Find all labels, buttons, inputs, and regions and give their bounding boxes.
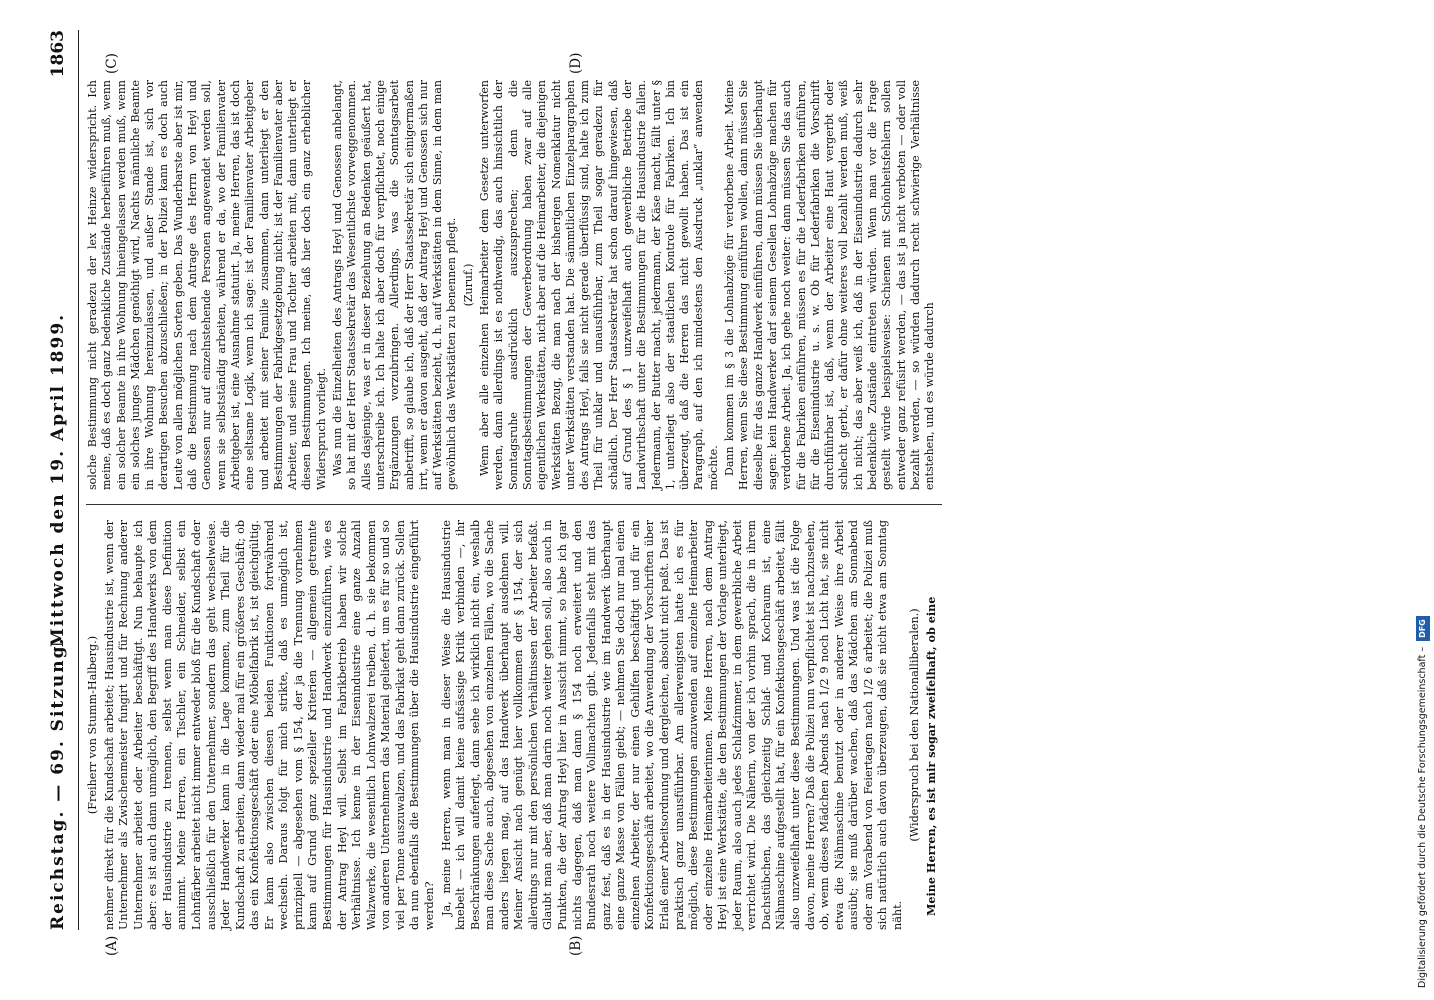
paragraph: Was nun die Einzelheiten des Antrags Heyl und Genossen anbelangt, so hat mit der Herr Staatssekretär das Wesentlichste vorweggenommen. Alles dasjenige, was er in dieser Beziehung an Bedenken geäußert hat, unterschreibe ich. Ich halte ich aber doch für verpflichtet, noch einige Ergänzungen vorzubringen. Allerdings, was die Sonntagsarbeit anbetrifft, so glaube ich, daß der Herr Staatssekretär sich einigermaßen irrt, wenn er davon ausgeht, daß der Antrag Heyl und Genossen sich nur auf Werkstätten bezieht, d. h. auf Werkstätten in dem Sinne, in dem man gewöhnlich das Werkstätten zu benennen pflegt. bbox=[331, 80, 459, 490]
right-column bbox=[86, 80, 940, 490]
column-divider bbox=[86, 504, 942, 505]
paragraph: Ja, meine Herren, wenn man in dieser Weise die Hausindustrie knebelt — ich will damit keine aufsässige Kritik verbinden —, ihr Beschränkungen auferlegt, dann sehe ich wirklich nicht ein, weshalb man diese Sache auch, abgesehen von einzelnen Fällen, wo die Sache anders liegen mag, auf das Handwerk überhaupt ausdehnen will. Meiner Ansicht nach genügt hier vollkommen der § 154, der sich allerdings nur mit den persönlichen Verhältnissen der Arbeiter befaßt. Glaubt man aber, daß man darin noch weiter gehen soll, also auch in Punkten, die der Antrag Heyl hier in Aussicht nimmt, so habe ich gar nichts dagegen, daß man dann § 154 noch erweitert und den Bundesrath noch weitere Vollmachten gibt. Jedenfalls steht mit das ganz fest, daß es in der Hausindustrie wie im Handwerk überhaupt eine ganze Masse von Fällen giebt; — nehmen Sie doch nur mal einen einzelnen Arbeiter, der nur einen Gehilfen beschäftigt und für ein Konfektionsgeschäft arbeitet, wo die Anwendung der Vorschriften über Erlaß einer Arbeitsordnung und dergleichen, absolut nicht paßt. Das ist praktisch ganz unausführbar. Am allerwenigsten hatte ich es für möglich, diese Bestimmungen anzuwenden auf einzelne Heimarbeiter oder einzelne Heimarbeiterinnen. Meine Herren, nach dem Antrag Heyl ist eine Werkstätte, die den Bestimmungen der Vorlage unterliegt, jeder Raum, also auch jedes Schlafzimmer, in dem gewerbliche Arbeit verrichtet wird. Die Näherin, von der ich vorhin sprach, die in ihrem Dachstübchen, das gleichzeitig Schlaf- und Kochraum ist, eine Nähmaschine aufgestellt hat, für ein Konfektionsgeschäft arbeitet, fällt also unzweifelhaft unter diese Bestimmungen. Und was ist die Folge davon, meine Herren? Daß die Polizei nun verpflichtet ist nachzusehen, ob, wenn dieses Mädchen Abends nach 1/2 9 noch Licht hat, sie nicht etwa die Nähmaschine benutzt oder in anderer Weise ihre Arbeit ausübt; sie muß darüber wachen, daß das Mädchen am Sonnabend oder am Vorabend von Feiertagen nach 1/2 6 arbeitet; die Polizei muß sich natürlich auch davon überzeugen, daß sie nicht etwa am Sonntag näht. bbox=[439, 520, 904, 930]
interjection: (Widerspruch bei den Nationalliberalen.) bbox=[907, 608, 921, 842]
interjection: (Zuruf.) bbox=[461, 263, 475, 307]
header-date: Mittwoch den 19. April 1899. bbox=[48, 312, 68, 648]
paragraph: Wenn aber alle einzelnen Heimarbeiter dem Gesetze unterworfen werden, dann allerdings ist es nothwendig, das auch hinsichtlich der Sonntagsruhe ausdrücklich auszusprechen; denn die Sonntagsbestimmungen der Gewerbeordnung haben zwar auf alle eigentlichen Werkstätten, nicht aber auf die Heimarbeiter, die diejenigen Werkstätten Bezug, die man nach der bisherigen Nomenklatur nicht unter Werkstätten verstanden hat. Die sämmtlichen Einzelparagraphen des Antrags Heyl, falls sie nicht gerade überflüssig sind, halte ich zum Theil für unklar und unausführbar, zum Theil sogar geradezu für schädlich. Der Herr Staatssekretär hat schon darauf hingewiesen, daß auf Grund des § 1 unzweifelhaft auch gewerbliche Betriebe der Landwirthschaft unter die Bestimmungen für die Hausindustrie fallen. Jedermann, der Butter macht, jedermann, der Käse macht, fällt unter § 1, unterliegt also der staatlichen Kontrole für Fabriken. Ich bin überzeugt, daß die Herren das nicht gewollt haben. Das ist ein Paragraph, auf den ich mindestens den Ausdruck „unklar“ anwenden möchte. bbox=[478, 80, 720, 490]
margin-marker-c: (C) bbox=[104, 53, 120, 74]
margin-marker-a: (A) bbox=[104, 935, 120, 956]
header-left: Reichstag. — 69. Sitzung. bbox=[48, 636, 68, 930]
left-column bbox=[86, 520, 941, 930]
paragraph: nehmer direkt für die Kundschaft arbeitet; Hausindustrie ist, wenn der Unternehmer als Zwischenmeister fungirt und für Rechnung anderer Unternehmer arbeitet oder Arbeiter beschäftigt. Nun behaupte ich aber: es ist auch dann unmöglich, den Begriff des Handwerks von dem der Hausindustrie zu trennen, selbst wenn man diese Definition annimmt. Meine Herren, ein Tischler, ein Schneider, selbst ein Lohnfärber arbeitet nicht immer entweder bloß für die Kundschaft oder ausschließlich für den Unternehmer, sondern das geht wechselweise. Jeder Handwerker kann in die Lage kommen, zum Theil für die Kundschaft zu arbeiten, dann wieder mal für ein größeres Geschäft; ob das ein Konfektionsgeschäft oder eine Möbelfabrik ist, ist gleichgültig. Er kann also zwischen diesen beiden Funktionen fortwährend wechseln. Daraus folgt für mich strikte, daß es unmöglich ist, prinzipiell — abgesehen vom § 154, der ja die Trennung vornehmen kann auf Grund ganz spezieller Kriterien — allgemein getrennte Bestimmungen für Hausindustrie und Handwerk einzuführen, wie es der Antrag Heyl will. Selbst im Fabrikbetrieb haben wir solche Verhältnisse. Ich kenne in der Eisenindustrie eine ganze Anzahl Walzwerke, die wesentlich Lohnwalzerei treiben, d. h. sie bekommen von anderen Unternehmern das Material geliefert, um es für so und so viel per Tonne auszuwalzen, und das Fabrikat geht dann zurück. Sollen da nun ebenfalls die Bestimmungen über die Hausindustrie eingeführt werden? bbox=[102, 520, 436, 930]
margin-marker-d: (D) bbox=[568, 52, 584, 74]
page-header bbox=[48, 30, 79, 930]
page-number: 1863 bbox=[48, 30, 68, 78]
paragraph: solche Bestimmung nicht geradezu der lex Heinze widerspricht. Ich meine, daß es doch ganz bedenkliche Zustände herbeiführen muß, wenn ein solcher Beamte in ihre Wohnung hineingelassen werden muß, wenn ein solches junges Mädchen genöthigt wird, Nachts männliche Beamte in ihre Wohnung hereinzulassen, und außer Stande ist, sich vor derartigen Besuchen abzuschließen; in der Polizei kann es doch auch Leute von allen möglichen Sorten geben. Das Wunderbarste aber ist mir, daß die Bestimmung nach dem Antrage des Herrn von Heyl und Genossen nur auf einzelnstehende Personen angewendet werden soll, wenn sie selbstständig arbeiten, während er da, wo der Familienvater Arbeitgeber ist, eine Ausnahme statuirt. Ja, meine Herren, das ist doch eine seltsame Logik, wenn ich sage: ist der Familienvater Arbeitgeber und arbeitet mit seiner Familie zusammen, dann unterliegt er den Bestimmungen der Fabrikgesetzgebung nicht; ist der Familienvater aber Arbeiter, und seine Frau und Tochter arbeiten mit, dann unterliegt er diesen Bestimmungen. Ich meine, daß hier doch ein ganz erheblicher Widerspruch vorliegt. bbox=[86, 80, 328, 490]
dfg-logo: DFG bbox=[1416, 616, 1430, 641]
funding-credit bbox=[1416, 8, 1430, 988]
credit-text: Digitalisierung gefördert durch die Deutsche Forschungsgemeinschaft – bbox=[1417, 646, 1428, 988]
paragraph: Meine Herren, es ist mir sogar zweifelhaft, ob eine bbox=[924, 596, 939, 916]
speaker-line: (Freiherr von Stumm-Halberg.) bbox=[86, 635, 99, 815]
paragraph: Dann kommen im § 3 die Lohnabzüge für verdorbene Arbeit. Meine Herren, wenn Sie diese Bestimmung einführen wollen, dann müssen Sie dieselbe für das ganze Handwerk einführen, dann müssen Sie überhaupt sagen: kein Handwerker darf seinem Gesellen Lohnabzüge machen für verdorbene Arbeit. Ja, ich gehe noch weiter: dann müssen Sie das auch für die Fabriken einführen, müssen es für die Lederfabriken einführen, für die Eisenindustrie u. s. w. Ob für Lederfabriken die Vorschrift durchführbar ist, daß, wenn der Arbeiter eine Haut vergerbt oder schlecht gerbt, er dafür ohne weiteres voll bezahlt werden muß, weiß ich nicht; das aber weiß ich, daß in der Eisenindustrie dadurch sehr bedenkliche Zustände eintreten würden. Wenn man vor die Frage gestellt würde beispielsweise: Schienen mit Schönheitsfehlern sollen entweder ganz refüsirt werden, — das ist ja nicht verboten — oder voll bezahlt werden, — so würden dadurch recht schwierige Verhältnisse entstehen, und es würde dadurch bbox=[723, 80, 937, 490]
margin-marker-b: (B) bbox=[568, 935, 584, 956]
